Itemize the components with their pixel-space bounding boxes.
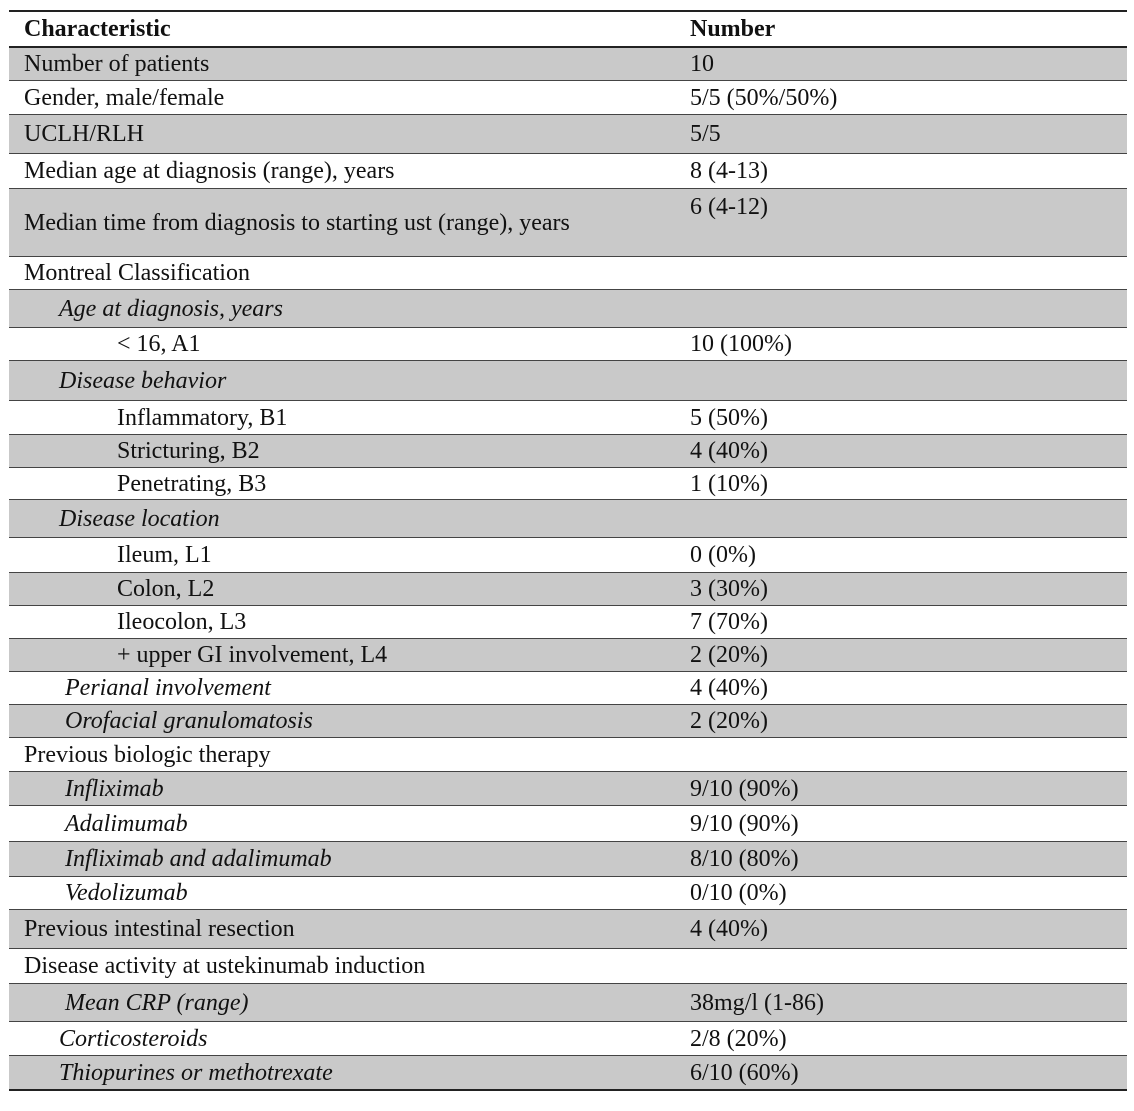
- table-row: [9, 639, 1127, 672]
- table-row: [9, 910, 1127, 949]
- row-label: Perianal involvement: [65, 675, 271, 701]
- row-label: Previous biologic therapy: [24, 741, 271, 768]
- table-row: [9, 500, 1127, 538]
- table-row: [9, 573, 1127, 606]
- table-row: [9, 115, 1127, 154]
- row-value: 4 (40%): [690, 438, 768, 464]
- row-label: UCLH/RLH: [24, 121, 144, 147]
- row-label: Mean CRP (range): [65, 989, 249, 1016]
- table-row: [9, 257, 1127, 290]
- characteristics-table: [9, 10, 1127, 1091]
- row-value: 8 (4-13): [690, 158, 768, 184]
- table-row: [9, 738, 1127, 772]
- row-label: Thiopurines or methotrexate: [59, 1059, 333, 1086]
- row-label: Montreal Classification: [24, 260, 250, 286]
- table-row: [9, 538, 1127, 573]
- row-value: 5/5: [690, 121, 721, 147]
- row-value: 2 (20%): [690, 708, 768, 734]
- row-label: Disease activity at ustekinumab induction: [24, 953, 426, 979]
- table-row: [9, 705, 1127, 738]
- table-row: [9, 328, 1127, 361]
- row-value: 2 (20%): [690, 642, 768, 668]
- row-label: Number of patients: [24, 51, 210, 77]
- table-row: [9, 468, 1127, 500]
- row-value: 6/10 (60%): [690, 1059, 799, 1086]
- row-label: Ileum, L1: [117, 542, 212, 568]
- table-row: [9, 401, 1127, 435]
- row-label: Penetrating, B3: [117, 470, 267, 497]
- table-row: [9, 984, 1127, 1022]
- header-number: Number: [690, 16, 776, 42]
- table-row: [9, 1056, 1127, 1091]
- table-row: [9, 48, 1127, 81]
- row-value: 5/5 (50%/50%): [690, 84, 838, 111]
- row-value: 3 (30%): [690, 576, 768, 602]
- row-label: Disease location: [59, 505, 220, 532]
- row-label: Disease behavior: [59, 367, 227, 394]
- table-row: [9, 772, 1127, 806]
- table-row: [9, 672, 1127, 705]
- row-label: Orofacial granulomatosis: [65, 708, 313, 734]
- row-label: Colon, L2: [117, 576, 215, 602]
- row-label: Stricturing, B2: [117, 438, 260, 464]
- table-row: [9, 842, 1127, 877]
- table-row: [9, 806, 1127, 842]
- row-value: 4 (40%): [690, 675, 768, 701]
- table-row: [9, 361, 1127, 401]
- row-value: 10: [690, 51, 714, 77]
- row-value: 1 (10%): [690, 470, 768, 497]
- row-label: Age at diagnosis, years: [59, 295, 283, 322]
- row-label: + upper GI involvement, L4: [117, 642, 388, 668]
- row-value: 2/8 (20%): [690, 1025, 787, 1052]
- row-label: Ileocolon, L3: [117, 609, 247, 635]
- row-label: Median age at diagnosis (range), years: [24, 158, 395, 184]
- row-value: 8/10 (80%): [690, 846, 799, 872]
- row-value: 0/10 (0%): [690, 880, 787, 906]
- header-characteristic: Characteristic: [24, 16, 171, 42]
- table-row: [9, 154, 1127, 189]
- table-row: [9, 606, 1127, 639]
- table-row: [9, 949, 1127, 984]
- table-row: [9, 435, 1127, 468]
- table-row: [9, 1022, 1127, 1056]
- table-row: [9, 877, 1127, 910]
- row-value: 7 (70%): [690, 609, 768, 635]
- table-header: [9, 10, 1127, 48]
- table-row: [9, 290, 1127, 328]
- row-value: 4 (40%): [690, 916, 768, 942]
- row-value: 9/10 (90%): [690, 775, 799, 802]
- row-value: 10 (100%): [690, 331, 792, 357]
- row-label: Median time from diagnosis to starting ust (range), years: [24, 209, 570, 236]
- row-value: 6 (4-12): [690, 194, 768, 220]
- row-label: Adalimumab: [65, 810, 188, 837]
- row-label: Gender, male/female: [24, 84, 225, 111]
- table-row: [9, 81, 1127, 115]
- row-label: Vedolizumab: [65, 880, 188, 906]
- row-label: < 16, A1: [117, 331, 201, 357]
- row-label: Previous intestinal resection: [24, 916, 295, 942]
- row-label: Inflammatory, B1: [117, 404, 288, 431]
- row-value: 9/10 (90%): [690, 810, 799, 837]
- row-label: Infliximab and adalimumab: [65, 846, 332, 872]
- row-value: 38mg/l (1-86): [690, 989, 824, 1016]
- table-row: [9, 189, 1127, 257]
- row-label: Infliximab: [65, 775, 164, 802]
- row-label: Corticosteroids: [59, 1025, 208, 1052]
- row-value: 0 (0%): [690, 542, 756, 568]
- row-value: 5 (50%): [690, 404, 768, 431]
